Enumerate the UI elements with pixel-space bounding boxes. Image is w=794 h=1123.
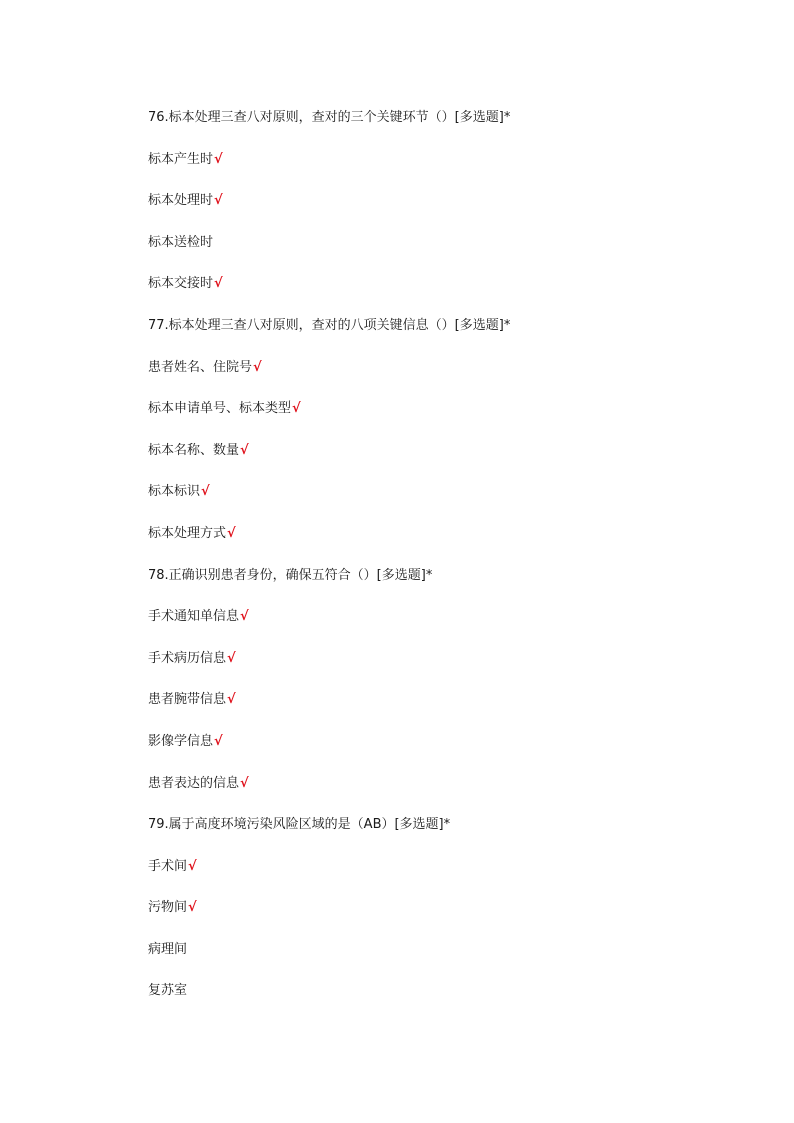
checkmark-icon: √	[227, 650, 236, 666]
question-title	[148, 566, 748, 608]
option-label: 手术病历信息	[148, 650, 227, 666]
option-label: 标本申请单号、标本类型	[148, 401, 292, 417]
option-label: 标本标识	[148, 484, 201, 500]
question-title	[148, 108, 748, 150]
answer-option	[148, 690, 748, 732]
answer-option	[148, 898, 748, 940]
answer-option	[148, 482, 748, 524]
answer-option	[148, 358, 748, 400]
option-label: 患者腕带信息	[148, 692, 227, 708]
checkmark-icon: √	[188, 858, 197, 874]
answer-option	[148, 441, 748, 483]
checkmark-icon: √	[240, 442, 249, 458]
checkmark-icon: √	[292, 401, 301, 417]
option-label: 污物间	[148, 900, 188, 916]
checkmark-icon: √	[240, 609, 249, 625]
answer-option	[148, 981, 748, 1023]
option-label: 标本产生时	[148, 151, 214, 167]
answer-option	[148, 399, 748, 441]
checkmark-icon: √	[188, 900, 197, 916]
option-label: 标本名称、数量	[148, 442, 240, 458]
answer-option	[148, 857, 748, 899]
checkmark-icon: √	[201, 484, 210, 500]
document-page	[148, 108, 748, 1023]
checkmark-icon: √	[214, 276, 223, 292]
question-title	[148, 316, 748, 358]
option-label: 复苏室	[148, 983, 188, 999]
answer-option	[148, 191, 748, 233]
checkmark-icon: √	[253, 359, 262, 375]
option-label: 标本送检时	[148, 234, 214, 250]
option-label: 标本处理时	[148, 193, 214, 209]
answer-option	[148, 774, 748, 816]
answer-option	[148, 274, 748, 316]
answer-option	[148, 732, 748, 774]
answer-option	[148, 233, 748, 275]
option-label: 影像学信息	[148, 733, 214, 749]
question-title-text: 78.正确识别患者身份，确保五符合（）[多选题]*	[148, 567, 433, 583]
option-label: 手术间	[148, 858, 188, 874]
option-label: 患者姓名、住院号	[148, 359, 253, 375]
answer-option	[148, 649, 748, 691]
question-title	[148, 815, 748, 857]
option-label: 手术通知单信息	[148, 609, 240, 625]
checkmark-icon: √	[240, 775, 249, 791]
answer-option	[148, 607, 748, 649]
checkmark-icon: √	[214, 151, 223, 167]
question-title-text: 79.属于高度环境污染风险区域的是（AB）[多选题]*	[148, 817, 451, 833]
answer-option	[148, 940, 748, 982]
question-title-text: 77.标本处理三查八对原则，查对的八项关键信息（）[多选题]*	[148, 317, 511, 333]
answer-option	[148, 524, 748, 566]
checkmark-icon: √	[214, 733, 223, 749]
checkmark-icon: √	[214, 193, 223, 209]
option-label: 患者表达的信息	[148, 775, 240, 791]
question-title-text: 76.标本处理三查八对原则，查对的三个关键环节（）[多选题]*	[148, 110, 511, 125]
option-label: 病理间	[148, 941, 188, 957]
checkmark-icon: √	[227, 692, 236, 708]
option-label: 标本交接时	[148, 276, 214, 292]
checkmark-icon: √	[227, 525, 236, 541]
answer-option	[148, 150, 748, 192]
option-label: 标本处理方式	[148, 525, 227, 541]
